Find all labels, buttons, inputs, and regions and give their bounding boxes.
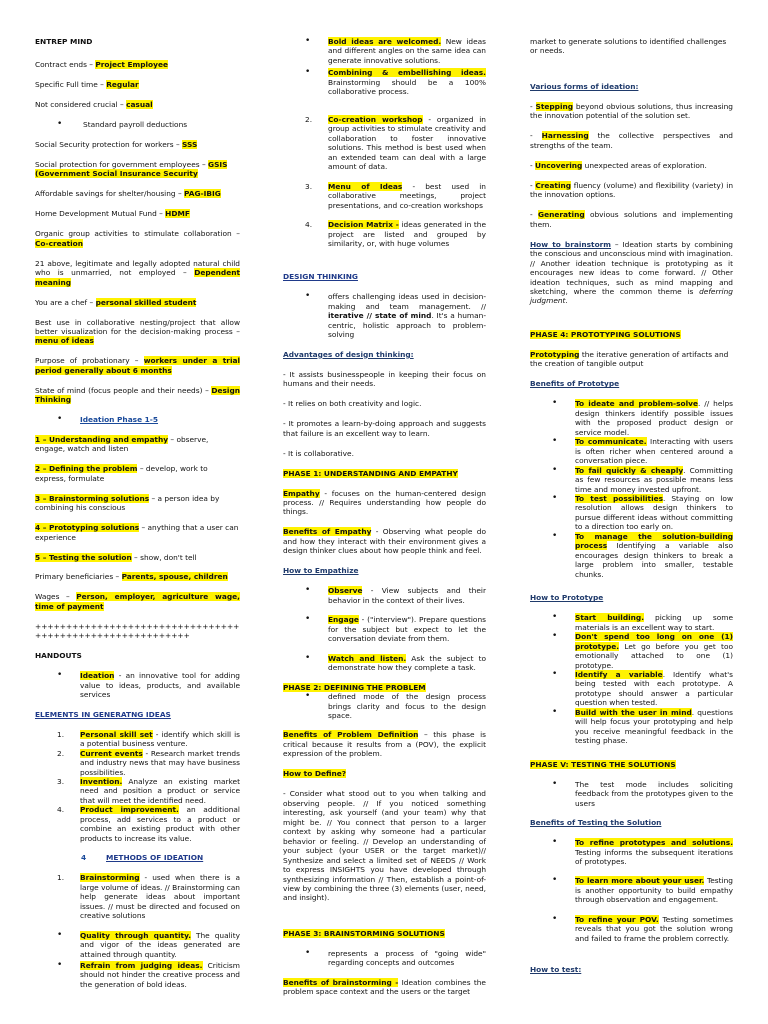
brainstorm-rules-list <box>35 931 240 990</box>
list-item: • To fail quickly & cheaply. Committing as few resources as possible means less time and money invested upfront. <box>530 466 733 494</box>
phase-item: 3 – Brainstorming solutions – a person idea by combining his conscious <box>35 493 220 513</box>
list-item: • Combining & embellishing ideas. Brainstorming should be a 100% collaborative process. <box>283 68 486 96</box>
design-thinking-heading: DESIGN THINKING <box>283 272 358 282</box>
list-item: • To test possibilities. Staying on low resolution allows design thinkers to pursue different ideas without committing to a direction too early on. <box>530 494 733 532</box>
form-item: - Harnessing the collective perspectives and strengths of the team. <box>530 131 733 150</box>
advantage-item: - It relies on both creativity and logic. <box>283 399 422 409</box>
how-prototype-list <box>530 613 733 746</box>
phase3-heading: PHASE 3: BRAINSTORMING SOLUTIONS <box>283 928 445 938</box>
list-item: 2. Current events - Research market trends and industry news that may have business possibilities. <box>57 748 240 777</box>
list-item: • To ideate and problem-solve. // helps design thinkers identify possible issues with the proposed product design or service model. <box>530 399 733 437</box>
phase2-heading: PHASE 2: DEFINING THE PROBLEM <box>283 682 426 692</box>
list-item: • Standard payroll deductions <box>35 120 240 129</box>
phase-item: 5 – Testing the solution – show, don't tell <box>35 552 197 562</box>
payroll-list <box>35 120 240 129</box>
advantages-heading: Advantages of design thinking: <box>283 349 414 359</box>
list-item: 4. Decision Matrix - ideas generated in the project are listed and grouped by similarity, or, with huge volumes <box>305 220 486 248</box>
form-item: - Generating obvious solutions and implementing them. <box>530 210 733 229</box>
brainstorm-text-cont: market to generate solutions to identified challenges or needs. <box>530 37 727 56</box>
benefits-empathy-text: Benefits of Empathy - Observing what people do and how they interact with their environment gives a design thinker clues about how people think and feel. <box>283 527 486 556</box>
list-item: • To manage the solution-building process Identifying a variable also encourages design thinkers to break a large problem into smaller, testable chunks. <box>530 532 733 579</box>
list-item: • Don't spend too long on one (1) prototype. Let go before you get too emotionally attached to one (1) prototype. <box>530 632 733 670</box>
design-thinking-list <box>283 292 486 339</box>
form-item: - Uncovering unexpected areas of exploration. <box>530 160 707 170</box>
prototyping-text: Prototyping the iterative generation of artifacts and the creation of tangible output <box>530 349 729 369</box>
list-item: • To refine prototypes and solutions. Testing informs the subsequent iterations of prototypes. <box>530 838 733 866</box>
qa-probationary: Purpose of probationary – workers under a trial period generally about 6 months <box>35 356 240 375</box>
how-prototype-heading: How to Prototype <box>530 593 604 603</box>
benefits-prototype-list <box>530 399 733 579</box>
how-empathize-heading: How to Empathize <box>283 566 359 576</box>
benefits-problem-text: Benefits of Problem Definition – this phase is critical because it results from a (POV), the explicit expression of the problem. <box>283 730 486 759</box>
qa-dependent: 21 above, legitimate and legally adopted natural child who is unmarried, not employed – Dependent meaning <box>35 258 240 287</box>
elements-heading: ELEMENTS IN GENERATNG IDEAS <box>35 709 171 719</box>
list-item: • represents a process of "going wide" regarding concepts and outcomes <box>283 949 486 968</box>
list-item: • Ideation Phase 1-5 <box>35 415 240 424</box>
methods-heading: 4 METHODS OF IDEATION <box>81 853 204 863</box>
how-test-heading: How to test: <box>530 965 582 975</box>
benefits-prototype-heading: Benefits of Prototype <box>530 379 620 389</box>
define-text: - Consider what stood out to you when talking and observing people. // If you noticed something interesting, ask yourself (and your team) why that might be. // You connect that person to a larger context by asking why someone had a particular behavior or feeling. // Develop an understanding of your subject (your USER or the target market)// Synthesize and select a limited set of NEEDS // Work to express INSIGHTS you have developed through synthesizing information // Then, establish a point-of-view by combining the three (3) elements (user, need, and insight). <box>283 789 486 903</box>
list-item: 1. Personal skill set - identify which skill is a potential business venture. <box>57 729 240 749</box>
list-item: • Watch and listen. Ask the subject to demonstrate how they complete a task. <box>283 654 486 673</box>
qa-sss: Social Security protection for workers – SSS <box>35 139 198 149</box>
list-item: • Engage - ("interview"). Prepare questions for the subject but expect to let the conversation deviate from them. <box>283 615 486 643</box>
benefits-testing-list <box>530 838 733 943</box>
ideation-list <box>35 671 240 699</box>
qa-wages: Wages – Person, employer, agriculture wage, time of payment <box>35 592 240 611</box>
list-item: • Build with the user in mind. questions will help focus your prototyping and help you receive meaningful feedback in the testing phase. <box>530 708 733 746</box>
list-item: • defined mode of the design process brings clarity and focus to the design space. <box>283 692 486 720</box>
brainstorm-rules-list-cont <box>283 37 486 97</box>
advantage-item: - It assists businesspeople in keeping their focus on humans and their needs. <box>283 369 486 389</box>
list-item: • Bold ideas are welcomed. New ideas and different angles on the same idea can generate innovative solutions. <box>283 37 486 65</box>
methods-list-cont <box>283 115 486 249</box>
column-1 <box>35 0 240 999</box>
column-3 <box>530 0 733 985</box>
empathize-list <box>283 586 486 672</box>
list-item: 3. Menu of Ideas - best used in collaborative meetings, project presentations, and co-creation workshops <box>305 181 486 210</box>
advantage-item: - It promotes a learn-by-doing approach and suggests that failure is an excellent way to learn. <box>283 419 486 438</box>
list-item: • offers challenging ideas used in decision-making and team management. // iterative // state of mind. It's a human-centric, holistic approach to problem-solving <box>283 292 486 339</box>
handouts-heading: HANDOUTS <box>35 651 82 661</box>
list-item: • Ideation - an innovative tool for adding value to ideas, products, and available services <box>35 671 240 699</box>
separator: ++++++++++++++++++++++++++++++++++++++++++++++++++++++++++ <box>35 621 240 641</box>
qa-cocreation: Organic group activities to stimulate collaboration – Co-creation <box>35 229 240 248</box>
phase-item: 1 – Understanding and empathy – observe, engage, watch and listen <box>35 434 209 454</box>
phase3-list <box>283 949 486 968</box>
list-item: • Refrain from judging ideas. Criticism should not hinder the creative process and the generation of bold ideas. <box>35 961 240 989</box>
list-item: • Identify a variable. Identify what's being tested with each prototype. A prototype should answer a particular question when tested. <box>530 670 733 708</box>
qa-contract: Contract ends – Project Employee <box>35 60 168 70</box>
list-item: • Quality through quantity. The quality and vigor of the ideas generated are attained through quantity. <box>35 931 240 959</box>
how-brainstorm-text: How to brainstorm – Ideation starts by combining the conscious and unconscious mind with imagination. // Another ideation technique is prototyping as it encourages new ideas to come forward. // Other ideation techniques, such as mind mapping and sketching, where the common theme is deferring judgment. <box>530 239 733 306</box>
methods-list <box>35 873 240 920</box>
qa-primary: Primary beneficiaries – Parents, spouse, children <box>35 572 228 582</box>
phase1-heading: PHASE 1: UNDERSTANDING AND EMPATHY <box>283 468 458 478</box>
phase5-list <box>530 780 733 808</box>
list-item: • The test mode includes soliciting feedback from the prototypes given to the users <box>530 780 733 808</box>
phase4-heading: PHASE 4: PROTOTYPING SOLUTIONS <box>530 329 681 339</box>
list-item: • Observe - View subjects and their behavior in the context of their lives. <box>283 586 486 605</box>
list-item: 4. Product improvement. an additional process, add services to a product or combine an existing product with other products to increase its value. <box>57 805 240 843</box>
page-title: ENTREP MIND <box>35 37 93 46</box>
qa-state-of-mind: State of mind (focus people and their needs) – Design Thinking <box>35 385 240 405</box>
phase5-heading: PHASE V: TESTING THE SOLUTIONS <box>530 759 676 769</box>
qa-casual: Not considered crucial – casual <box>35 100 153 110</box>
qa-hdmf: Home Development Mutual Fund – HDMF <box>35 209 190 219</box>
list-item: 2. Co-creation workshop - organized in group activities to stimulate creativity and collaboration to foster innovative solutions. This method is best used when an extended team can deal with a large amount of data. <box>305 114 486 172</box>
phase-item: 2 – Defining the problem – develop, work to express, formulate <box>35 464 208 483</box>
list-item: • To communicate. Interacting with users is often richer when centered around a conversation piece. <box>530 437 733 465</box>
empathy-text: Empathy - focuses on the human-centered design process. // Requires understanding how people do things. <box>283 488 486 517</box>
qa-pagibig: Affordable savings for shelter/housing – PAG-IBIG <box>35 189 221 199</box>
how-define-heading: How to Define? <box>283 769 347 779</box>
list-item: 1. Brainstorming - used when there is a large volume of ideas. // Brainstorming can help generate ideas about important issues. // must be directed and focused on creative solutions <box>57 873 240 921</box>
column-2 <box>283 0 486 1007</box>
ideation-phase-list <box>35 415 240 424</box>
phase-item: 4 – Prototyping solutions – anything that a user can experience <box>35 523 239 542</box>
benefits-testing-heading: Benefits of Testing the Solution <box>530 818 662 828</box>
list-item: 3. Invention. Analyze an existing market need and position a product or service that will meet the identified need. <box>57 777 240 805</box>
various-forms-heading: Various forms of ideation: <box>530 81 639 91</box>
qa-menu: Best use in collaborative nesting/project that allow better visualization for the decision-making process – menu of ideas <box>35 317 240 346</box>
list-item: • To refine your POV. Testing sometimes reveals that you got the solution wrong and failed to frame the problem correctly. <box>530 915 733 943</box>
qa-chef: You are a chef – personal skilled student <box>35 297 197 307</box>
phase2-list <box>283 692 486 720</box>
list-item: • Start building. picking up some materials is an excellent way to start. <box>530 613 733 632</box>
benefits-brainstorming-text: Benefits of brainstorming - Ideation combines the problem space context and the users or the target <box>283 977 486 997</box>
form-item: - Stepping beyond obvious solutions, thus increasing the innovation potential of the solution set. <box>530 101 733 121</box>
qa-gsis: Social protection for government employees – GSIS (Government Social Insurance Security <box>35 159 228 179</box>
elements-list <box>35 730 240 844</box>
form-item: - Creating fluency (volume) and flexibility (variety) in the innovation options. <box>530 180 733 200</box>
advantage-item: - It is collaborative. <box>283 448 354 458</box>
qa-fulltime: Specific Full time – Regular <box>35 80 139 90</box>
list-item: • To learn more about your user. Testing is another opportunity to build empathy through observation and engagement. <box>530 876 733 904</box>
